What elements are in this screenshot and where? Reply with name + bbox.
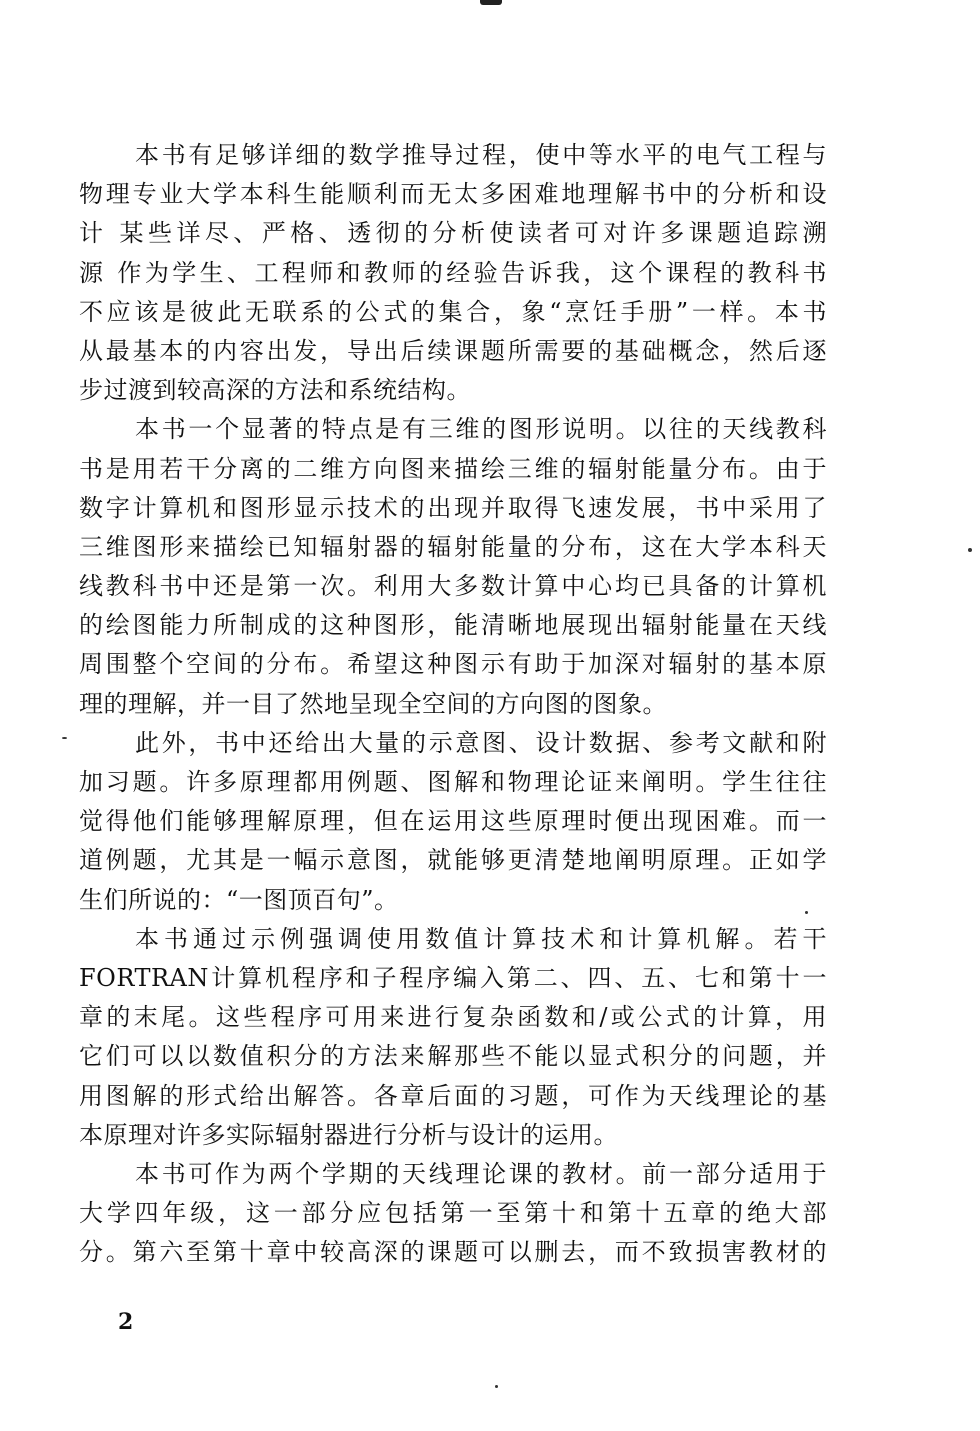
text-line: 的绘图能力所制成的这种图形，能清晰地展现出辐射能量在天线 [79,611,827,640]
paragraph [79,1155,827,1273]
text-line: 大学四年级，这一部分应包括第一至第十和第十五章的绝大部 [79,1199,827,1228]
text-line: 数字计算机和图形显示技术的出现并取得飞速发展，书中采用了 [79,493,827,522]
scan-speck [968,548,972,552]
text-line: 理的理解，并一目了然地呈现全空间的方向图的图象。 [79,689,667,718]
scan-speck [495,1385,498,1388]
text-line: 三维图形来描绘已知辐射器的辐射能量的分布，这在大学本科天 [79,532,827,561]
page-number: 2 [118,1309,134,1335]
text-line: 步过渡到较高深的方法和系统结构。 [79,376,471,405]
text-line: 用图解的形式给出解答。各章后面的习题，可作为天线理论的基 [79,1081,827,1110]
text-line: 线教科书中还是第一次。利用大多数计算中心均已具备的计算机 [79,572,827,601]
text-line: 本书通过示例强调使用数值计算技术和计算机解。若干 [135,924,827,953]
text-line: 章的末尾。这些程序可用来进行复杂函数和/或公式的计算，用 [79,1003,827,1032]
text-line: 它们可以以数值积分的方法来解那些不能以显式积分的问题，并 [79,1042,827,1071]
text-line: 生们所说的：“一图顶百句”。 [79,885,399,914]
text-line: 觉得他们能够理解原理，但在运用这些原理时便出现困难。而一 [79,807,827,836]
text-line: 此外，书中还给出大量的示意图、设计数据、参考文献和附 [135,728,827,757]
paragraph [79,920,827,1155]
text-line: FORTRAN计算机程序和子程序编入第二、四、五、七和第十一 [79,963,827,992]
paragraph [79,410,827,724]
text-line: 书是用若干分离的二维方向图来描绘三维的辐射能量分布。由于 [79,454,827,483]
scan-artifact [480,0,502,5]
paragraph [79,724,827,920]
text-line: 从最基本的内容出发，导出后续课题所需要的基础概念，然后逐 [79,336,827,365]
text-line: 本书可作为两个学期的天线理论课的教材。前一部分适用于 [135,1159,827,1188]
text-line: 加习题。许多原理都用例题、图解和物理论证来阐明。学生往往 [79,768,827,796]
text-line: 本书一个显著的特点是有三维的图形说明。以往的天线教科 [135,415,827,444]
text-line: 本书有足够详细的数学推导过程，使中等水平的电气工程与 [135,141,827,169]
text-line: 周围整个空间的分布。希望这种图示有助于加深对辐射的基本原 [79,650,827,679]
paragraph [79,136,827,410]
text-line: 源 作为学生、工程师和教师的经验告诉我，这个课程的教科书 [79,258,827,287]
text-line: 分。第六至第十章中较高深的课题可以删去，而不致损害教材的 [79,1238,827,1267]
body-text [79,136,827,1272]
text-line: 本原理对许多实际辐射器进行分析与设计的运用。 [79,1120,618,1149]
text-line: 不应该是彼此无联系的公式的集合，象“烹饪手册”一样。本书 [79,297,827,326]
text-line: 物理专业大学本科生能顺利而无太多困难地理解书中的分析和设 [79,180,827,209]
text-line: 道例题，尤其是一幅示意图，就能够更清楚地阐明原理。正如学 [79,846,827,875]
scan-speck [805,911,808,914]
text-line: 计 某些详尽、严格、透彻的分析使读者可对许多课题追踪溯 [79,219,827,248]
scan-speck [62,737,67,739]
